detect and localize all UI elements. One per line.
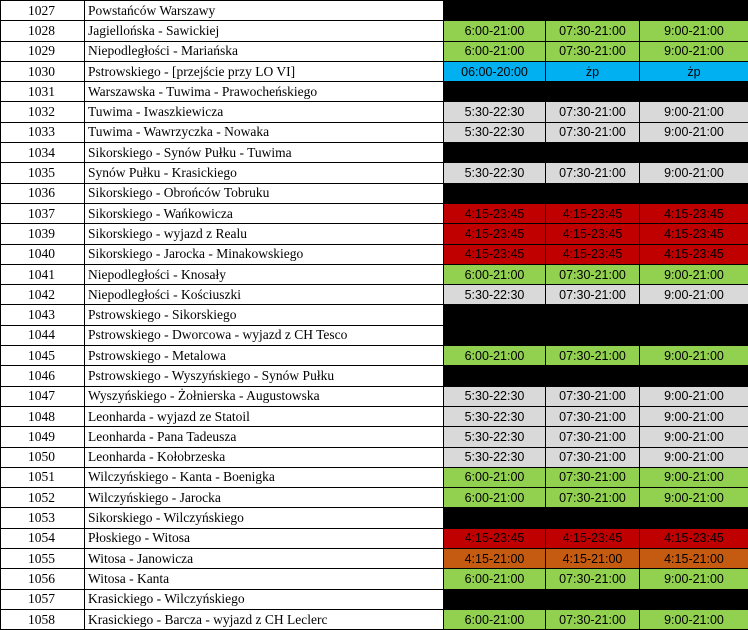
table-row [1,183,748,203]
hours-cell-1 [444,183,546,203]
intersection-id-cell: 1039 [1,224,85,244]
intersection-id-cell: 1044 [1,325,85,345]
hours-cell-1: 6:00-21:00 [444,264,546,284]
intersection-id-cell: 1052 [1,488,85,508]
intersection-id-cell: 1054 [1,528,85,548]
hours-cell-1: 5:30-22:30 [444,285,546,305]
hours-cell-2: 07:30-21:00 [546,21,640,41]
intersection-name-cell: Sikorskiego - Wilczyńskiego [85,508,444,528]
intersection-id-cell: 1045 [1,346,85,366]
hours-cell-2: 07:30-21:00 [546,406,640,426]
intersection-name-cell: Pstrowskiego - [przejście przy LO VI] [85,61,444,81]
intersection-name-cell: Powstańców Warszawy [85,1,444,21]
intersection-id-cell: 1050 [1,447,85,467]
hours-cell-2: 07:30-21:00 [546,427,640,447]
table-row [1,549,748,569]
hours-cell-3: 9:00-21:00 [640,21,748,41]
hours-cell-3: 9:00-21:00 [640,264,748,284]
table-row [1,264,748,284]
table-row [1,589,748,609]
intersection-id-cell: 1048 [1,406,85,426]
hours-cell-1: 4:15-21:00 [444,549,546,569]
hours-cell-3: 9:00-21:00 [640,122,748,142]
intersection-id-cell: 1058 [1,609,85,629]
hours-cell-2 [546,82,640,102]
intersection-id-cell: 1046 [1,366,85,386]
intersection-id-cell: 1033 [1,122,85,142]
intersection-name-cell: Wyszyńskiego - Żołnierska - Augustowska [85,386,444,406]
intersection-id-cell: 1056 [1,569,85,589]
table-row [1,163,748,183]
intersection-name-cell: Leonharda - Pana Tadeusza [85,427,444,447]
table-row [1,447,748,467]
hours-cell-3: 9:00-21:00 [640,41,748,61]
intersection-id-cell: 1047 [1,386,85,406]
hours-cell-1 [444,589,546,609]
intersection-name-cell: Wilczyńskiego - Kanta - Boenigka [85,467,444,487]
hours-cell-2: 07:30-21:00 [546,569,640,589]
table-row [1,102,748,122]
hours-cell-3 [640,589,748,609]
intersection-id-cell: 1029 [1,41,85,61]
hours-cell-3: 9:00-21:00 [640,406,748,426]
hours-cell-2: 07:30-21:00 [546,609,640,629]
hours-cell-3: 9:00-21:00 [640,285,748,305]
hours-cell-1: 5:30-22:30 [444,122,546,142]
table-row [1,203,748,223]
hours-cell-2 [546,305,640,325]
hours-cell-2 [546,366,640,386]
intersection-name-cell: Niepodległości - Kościuszki [85,285,444,305]
hours-cell-2: 07:30-21:00 [546,447,640,467]
hours-cell-1: 6:00-21:00 [444,569,546,589]
hours-cell-2: 07:30-21:00 [546,122,640,142]
hours-cell-3 [640,143,748,163]
hours-cell-3: 9:00-21:00 [640,102,748,122]
intersection-name-cell: Krasickiego - Barcza - wyjazd z CH Leclerc [85,609,444,629]
hours-cell-1: 5:30-22:30 [444,386,546,406]
hours-cell-3 [640,325,748,345]
hours-cell-3 [640,1,748,21]
table-row [1,528,748,548]
hours-cell-1: 4:15-23:45 [444,203,546,223]
hours-cell-2: 07:30-21:00 [546,386,640,406]
intersection-name-cell: Sikorskiego - Synów Pułku - Tuwima [85,143,444,163]
table-row [1,21,748,41]
hours-cell-1: 5:30-22:30 [444,447,546,467]
hours-cell-1: 4:15-23:45 [444,528,546,548]
table-row [1,41,748,61]
table-row [1,467,748,487]
intersection-name-cell: Sikorskiego - Jarocka - Minakowskiego [85,244,444,264]
intersection-id-cell: 1027 [1,1,85,21]
hours-cell-2: 07:30-21:00 [546,163,640,183]
hours-cell-3: 9:00-21:00 [640,427,748,447]
table-row [1,122,748,142]
intersection-name-cell: Synów Pułku - Krasickiego [85,163,444,183]
intersection-id-cell: 1042 [1,285,85,305]
hours-cell-2: 07:30-21:00 [546,346,640,366]
hours-cell-2 [546,589,640,609]
hours-cell-3: 9:00-21:00 [640,346,748,366]
hours-cell-3: 4:15-23:45 [640,244,748,264]
hours-cell-2: 07:30-21:00 [546,285,640,305]
hours-cell-3 [640,183,748,203]
intersection-name-cell: Krasickiego - Wilczyńskiego [85,589,444,609]
intersection-id-cell: 1041 [1,264,85,284]
table-row [1,386,748,406]
hours-cell-1: 06:00-20:00 [444,61,546,81]
intersection-name-cell: Płoskiego - Witosa [85,528,444,548]
hours-cell-3: 9:00-21:00 [640,447,748,467]
hours-cell-2 [546,1,640,21]
hours-cell-2: żp [546,61,640,81]
table-row [1,569,748,589]
intersection-id-cell: 1036 [1,183,85,203]
hours-cell-3: 4:15-21:00 [640,549,748,569]
table-row [1,346,748,366]
intersection-name-cell: Warszawska - Tuwima - Prawocheńskiego [85,82,444,102]
intersection-id-cell: 1034 [1,143,85,163]
hours-cell-2: 4:15-23:45 [546,224,640,244]
intersection-id-cell: 1053 [1,508,85,528]
hours-cell-1: 6:00-21:00 [444,346,546,366]
hours-cell-3: 9:00-21:00 [640,386,748,406]
intersection-name-cell: Niepodległości - Knosały [85,264,444,284]
hours-cell-1: 4:15-23:45 [444,244,546,264]
table-row [1,427,748,447]
hours-cell-1 [444,366,546,386]
hours-cell-3: 4:15-23:45 [640,203,748,223]
intersection-id-cell: 1043 [1,305,85,325]
table-row [1,285,748,305]
hours-cell-3: 9:00-21:00 [640,609,748,629]
intersection-name-cell: Witosa - Kanta [85,569,444,589]
intersection-name-cell: Leonharda - wyjazd ze Statoil [85,406,444,426]
hours-cell-1: 6:00-21:00 [444,467,546,487]
table-row [1,244,748,264]
intersection-name-cell: Tuwima - Iwaszkiewicza [85,102,444,122]
intersection-id-cell: 1031 [1,82,85,102]
hours-cell-1 [444,305,546,325]
intersection-id-cell: 1035 [1,163,85,183]
hours-cell-1: 6:00-21:00 [444,609,546,629]
hours-cell-3 [640,508,748,528]
hours-cell-2: 07:30-21:00 [546,264,640,284]
hours-cell-1 [444,325,546,345]
hours-cell-3: 9:00-21:00 [640,488,748,508]
hours-cell-3: 9:00-21:00 [640,467,748,487]
table-row [1,143,748,163]
intersection-name-cell: Pstrowskiego - Metalowa [85,346,444,366]
intersection-name-cell: Sikorskiego - Wańkowicza [85,203,444,223]
hours-cell-1: 6:00-21:00 [444,21,546,41]
intersection-name-cell: Pstrowskiego - Dworcowa - wyjazd z CH Tesco [85,325,444,345]
hours-cell-2 [546,143,640,163]
hours-cell-3: 9:00-21:00 [640,569,748,589]
hours-cell-1: 6:00-21:00 [444,41,546,61]
intersection-id-cell: 1057 [1,589,85,609]
intersection-name-cell: Leonharda - Kołobrzeska [85,447,444,467]
hours-cell-1: 5:30-22:30 [444,102,546,122]
table-row [1,366,748,386]
intersection-id-cell: 1032 [1,102,85,122]
hours-cell-2: 07:30-21:00 [546,488,640,508]
hours-cell-1 [444,82,546,102]
hours-cell-2: 4:15-21:00 [546,549,640,569]
intersection-id-cell: 1040 [1,244,85,264]
intersection-name-cell: Niepodległości - Mariańska [85,41,444,61]
hours-cell-2: 4:15-23:45 [546,244,640,264]
intersection-name-cell: Pstrowskiego - Sikorskiego [85,305,444,325]
hours-cell-2: 07:30-21:00 [546,102,640,122]
hours-cell-3: 9:00-21:00 [640,163,748,183]
table-row [1,82,748,102]
hours-cell-3 [640,366,748,386]
hours-cell-2: 4:15-23:45 [546,528,640,548]
hours-cell-3: 4:15-23:45 [640,528,748,548]
hours-cell-1 [444,508,546,528]
hours-cell-1: 4:15-23:45 [444,224,546,244]
table-row [1,609,748,629]
table-row [1,508,748,528]
hours-cell-2 [546,183,640,203]
intersection-id-cell: 1049 [1,427,85,447]
hours-cell-1: 5:30-22:30 [444,427,546,447]
intersection-name-cell: Jagiellońska - Sawickiej [85,21,444,41]
table-row [1,325,748,345]
schedule-table-body [1,1,748,630]
intersection-id-cell: 1030 [1,61,85,81]
table-row [1,61,748,81]
table-row [1,305,748,325]
table-row [1,488,748,508]
hours-cell-1: 6:00-21:00 [444,488,546,508]
intersection-name-cell: Witosa - Janowicza [85,549,444,569]
intersection-id-cell: 1055 [1,549,85,569]
hours-cell-1: 5:30-22:30 [444,406,546,426]
hours-cell-2: 07:30-21:00 [546,41,640,61]
intersection-id-cell: 1037 [1,203,85,223]
hours-cell-2: 4:15-23:45 [546,203,640,223]
table-row [1,224,748,244]
intersection-name-cell: Tuwima - Wawrzyczka - Nowaka [85,122,444,142]
intersection-name-cell: Sikorskiego - wyjazd z Realu [85,224,444,244]
hours-cell-1 [444,1,546,21]
hours-cell-2 [546,508,640,528]
hours-cell-3 [640,82,748,102]
intersection-id-cell: 1028 [1,21,85,41]
hours-cell-1: 5:30-22:30 [444,163,546,183]
hours-cell-2: 07:30-21:00 [546,467,640,487]
intersection-name-cell: Pstrowskiego - Wyszyńskiego - Synów Pułku [85,366,444,386]
hours-cell-3 [640,305,748,325]
intersection-id-cell: 1051 [1,467,85,487]
intersection-name-cell: Wilczyńskiego - Jarocka [85,488,444,508]
hours-cell-3: żp [640,61,748,81]
hours-cell-2 [546,325,640,345]
table-row [1,406,748,426]
intersection-name-cell: Sikorskiego - Obrońców Tobruku [85,183,444,203]
hours-cell-1 [444,143,546,163]
hours-cell-3: 4:15-23:45 [640,224,748,244]
table-row [1,1,748,21]
